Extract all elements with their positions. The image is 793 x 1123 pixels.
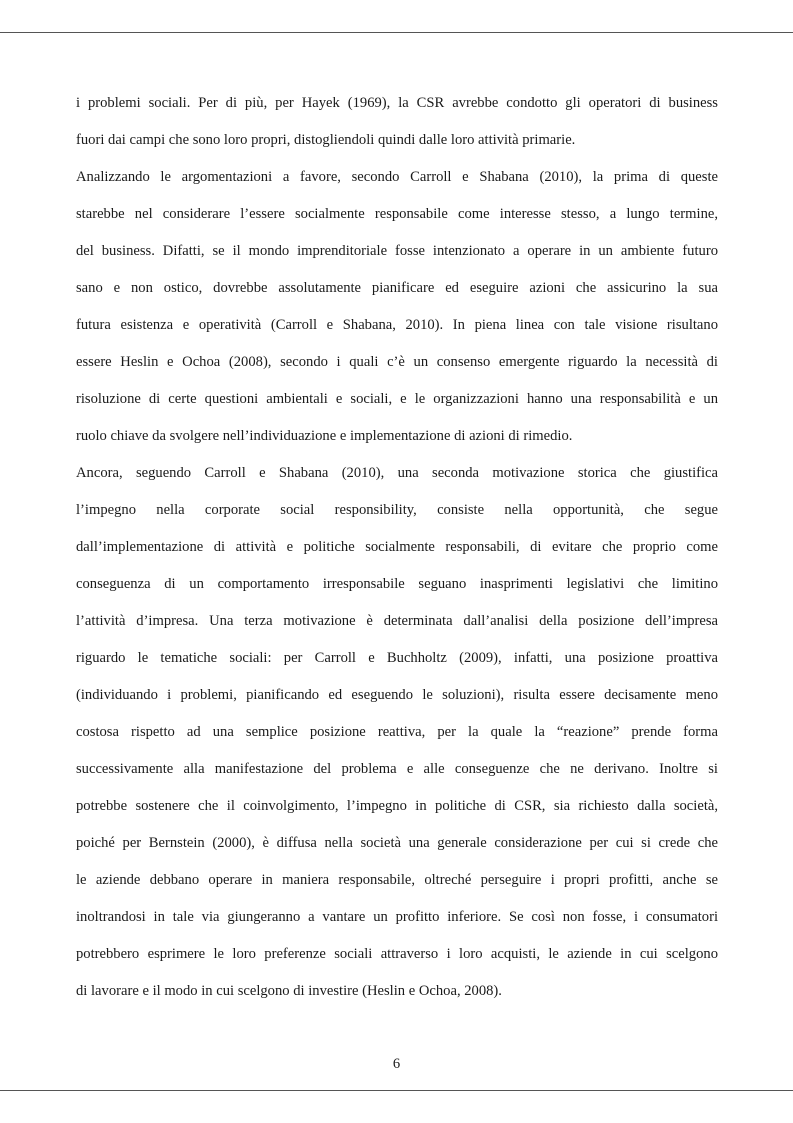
paragraph-1 (76, 85, 718, 159)
text-line: costosa rispetto ad una semplice posizione reattiva, per la quale la “reazione” prende forma (76, 724, 718, 740)
text-line: potrebbero esprimere le loro preferenze sociali attraverso i loro acquisti, le aziende in cui scelgono (76, 946, 718, 962)
text-line: di lavorare e il modo in cui scelgono di investire (Heslin e Ochoa, 2008). (76, 983, 502, 999)
body-text (76, 85, 718, 1010)
text-line: essere Heslin e Ochoa (2008), secondo i quali c’è un consenso emergente riguardo la necessità di (76, 354, 718, 370)
text-line: ruolo chiave da svolgere nell’individuazione e implementazione di azioni di rimedio. (76, 428, 573, 444)
text-line: riguardo le tematiche sociali: per Carroll e Buchholtz (2009), infatti, una posizione proattiva (76, 650, 718, 666)
text-line: inoltrandosi in tale via giungeranno a vantare un profitto inferiore. Se così non fosse, i consumatori (76, 909, 718, 925)
text-line: del business. Difatti, se il mondo imprenditoriale fosse intenzionato a operare in un ambiente futuro (76, 243, 718, 259)
text-line: (individuando i problemi, pianificando ed eseguendo le soluzioni), risulta essere decisamente meno (76, 687, 718, 703)
text-line: starebbe nel considerare l’essere socialmente responsabile come interesse stesso, a lungo termine, (76, 206, 718, 222)
text-line: risoluzione di certe questioni ambientali e sociali, e le organizzazioni hanno una responsabilità e un (76, 391, 718, 407)
text-line: l’attività d’impresa. Una terza motivazione è determinata dall’analisi della posizione dell’impresa (76, 613, 718, 629)
text-line: conseguenza di un comportamento irresponsabile seguano inasprimenti legislativi che limitino (76, 576, 718, 592)
text-line: potrebbe sostenere che il coinvolgimento, l’impegno in politiche di CSR, sia richiesto dalla società, (76, 798, 718, 814)
header-rule (0, 32, 793, 33)
text-line: dall’implementazione di attività e politiche socialmente responsabili, di evitare che proprio come (76, 539, 718, 555)
text-line: poiché per Bernstein (2000), è diffusa nella società una generale considerazione per cui si crede che (76, 835, 718, 851)
text-line: fuori dai campi che sono loro propri, distogliendoli quindi dalle loro attività primarie. (76, 132, 576, 148)
paragraph-2 (76, 159, 718, 455)
text-line: Ancora, seguendo Carroll e Shabana (2010), una seconda motivazione storica che giustifica (76, 465, 718, 481)
text-line: l’impegno nella corporate social responsibility, consiste nella opportunità, che segue (76, 502, 718, 518)
text-line: sano e non ostico, dovrebbe assolutamente pianificare ed eseguire azioni che assicurino la sua (76, 280, 718, 296)
text-line: le aziende debbano operare in maniera responsabile, oltreché perseguire i propri profitti, anche se (76, 872, 718, 888)
paragraph-3 (76, 455, 718, 1010)
text-line: i problemi sociali. Per di più, per Hayek (1969), la CSR avrebbe condotto gli operatori di business (76, 95, 718, 111)
text-line: futura esistenza e operatività (Carroll e Shabana, 2010). In piena linea con tale visione risultano (76, 317, 718, 333)
footer-rule (0, 1090, 793, 1091)
page-number: 6 (392, 1056, 401, 1072)
text-line: successivamente alla manifestazione del problema e alle conseguenze che ne derivano. Inoltre si (76, 761, 718, 777)
text-line: Analizzando le argomentazioni a favore, secondo Carroll e Shabana (2010), la prima di queste (76, 169, 718, 185)
